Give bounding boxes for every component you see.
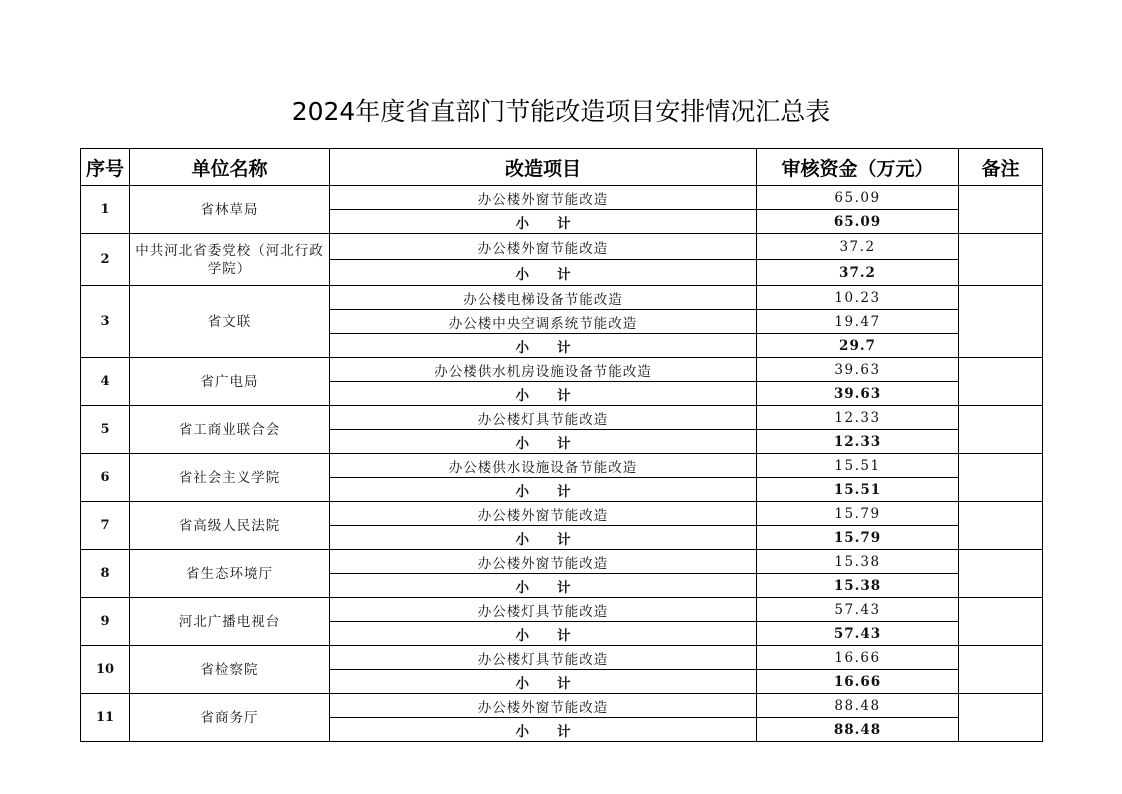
row-unit-name: 省检察院 (130, 646, 330, 694)
row-seq: 6 (81, 454, 130, 502)
subtotal-label-char: 小 (515, 675, 529, 692)
row-seq: 3 (81, 286, 130, 358)
row-note (959, 454, 1043, 502)
subtotal-label (330, 718, 757, 742)
row-amount: 57.43 (757, 598, 959, 622)
row-project: 办公楼外窗节能改造 (330, 186, 757, 210)
table-row (81, 646, 1043, 670)
row-seq: 1 (81, 186, 130, 234)
subtotal-label-char: 计 (557, 266, 571, 283)
subtotal-label-char: 小 (515, 627, 529, 644)
table-row (81, 186, 1043, 210)
row-note (959, 502, 1043, 550)
row-amount: 12.33 (757, 406, 959, 430)
row-amount: 15.38 (757, 550, 959, 574)
row-project: 办公楼灯具节能改造 (330, 406, 757, 430)
subtotal-amount: 39.63 (757, 382, 959, 406)
subtotal-label (330, 574, 757, 598)
row-project: 办公楼外窗节能改造 (330, 502, 757, 526)
table-row (81, 234, 1043, 260)
row-amount: 16.66 (757, 646, 959, 670)
row-amount: 19.47 (757, 310, 959, 334)
header-project: 改造项目 (330, 149, 757, 186)
subtotal-label (330, 260, 757, 286)
row-project: 办公楼灯具节能改造 (330, 598, 757, 622)
subtotal-amount: 15.38 (757, 574, 959, 598)
subtotal-label-char: 计 (557, 723, 571, 740)
row-unit-name: 省商务厅 (130, 694, 330, 742)
table-header-row (81, 149, 1043, 186)
subtotal-label-char: 小 (515, 215, 529, 232)
row-seq: 4 (81, 358, 130, 406)
row-amount: 37.2 (757, 234, 959, 260)
subtotal-amount: 29.7 (757, 334, 959, 358)
table-row (81, 358, 1043, 382)
row-project: 办公楼电梯设备节能改造 (330, 286, 757, 310)
subtotal-amount: 12.33 (757, 430, 959, 454)
row-seq: 9 (81, 598, 130, 646)
subtotal-label-char: 小 (515, 387, 529, 404)
subtotal-label-char: 小 (515, 483, 529, 500)
table-row (81, 550, 1043, 574)
row-amount: 15.79 (757, 502, 959, 526)
row-project: 办公楼中央空调系统节能改造 (330, 310, 757, 334)
table-row (81, 598, 1043, 622)
row-seq: 10 (81, 646, 130, 694)
row-unit-name: 中共河北省委党校（河北行政学院） (130, 234, 330, 286)
table-row (81, 694, 1043, 718)
row-unit-name: 省生态环境厅 (130, 550, 330, 598)
row-seq: 5 (81, 406, 130, 454)
row-amount: 39.63 (757, 358, 959, 382)
row-note (959, 286, 1043, 358)
row-seq: 7 (81, 502, 130, 550)
subtotal-label-char: 小 (515, 339, 529, 356)
subtotal-label-char: 小 (515, 435, 529, 452)
row-project: 办公楼供水机房设施设备节能改造 (330, 358, 757, 382)
row-note (959, 358, 1043, 406)
row-project: 办公楼外窗节能改造 (330, 234, 757, 260)
row-note (959, 694, 1043, 742)
row-unit-name: 省文联 (130, 286, 330, 358)
subtotal-label-char: 计 (557, 339, 571, 356)
subtotal-label-char: 计 (557, 627, 571, 644)
row-unit-name: 省工商业联合会 (130, 406, 330, 454)
summary-table (80, 148, 1043, 742)
row-project: 办公楼外窗节能改造 (330, 694, 757, 718)
subtotal-label-char: 小 (515, 531, 529, 548)
row-unit-name: 省高级人民法院 (130, 502, 330, 550)
row-unit-name: 河北广播电视台 (130, 598, 330, 646)
row-note (959, 406, 1043, 454)
subtotal-label (330, 430, 757, 454)
row-note (959, 234, 1043, 286)
subtotal-label-char: 小 (515, 266, 529, 283)
row-note (959, 186, 1043, 234)
header-unit: 单位名称 (130, 149, 330, 186)
table-row (81, 502, 1043, 526)
table-body (81, 186, 1043, 742)
subtotal-label (330, 478, 757, 502)
row-project: 办公楼灯具节能改造 (330, 646, 757, 670)
subtotal-label-char: 计 (557, 435, 571, 452)
subtotal-amount: 37.2 (757, 260, 959, 286)
header-amount: 审核资金（万元） (757, 149, 959, 186)
subtotal-label-char: 计 (557, 483, 571, 500)
row-seq: 8 (81, 550, 130, 598)
row-amount: 88.48 (757, 694, 959, 718)
subtotal-label-char: 小 (515, 723, 529, 740)
subtotal-amount: 57.43 (757, 622, 959, 646)
subtotal-label-char: 计 (557, 531, 571, 548)
subtotal-label (330, 210, 757, 234)
subtotal-label-char: 计 (557, 675, 571, 692)
row-amount: 15.51 (757, 454, 959, 478)
row-note (959, 646, 1043, 694)
subtotal-amount: 15.79 (757, 526, 959, 550)
table-row (81, 286, 1043, 310)
subtotal-label-char: 计 (557, 215, 571, 232)
header-seq: 序号 (81, 149, 130, 186)
table-row (81, 454, 1043, 478)
header-note: 备注 (959, 149, 1043, 186)
row-note (959, 598, 1043, 646)
subtotal-label (330, 334, 757, 358)
subtotal-amount: 88.48 (757, 718, 959, 742)
row-project: 办公楼供水设施设备节能改造 (330, 454, 757, 478)
subtotal-label (330, 526, 757, 550)
row-note (959, 550, 1043, 598)
subtotal-label-char: 计 (557, 579, 571, 596)
subtotal-amount: 15.51 (757, 478, 959, 502)
subtotal-label (330, 670, 757, 694)
subtotal-label (330, 622, 757, 646)
subtotal-label-char: 小 (515, 579, 529, 596)
subtotal-amount: 65.09 (757, 210, 959, 234)
row-amount: 10.23 (757, 286, 959, 310)
subtotal-label (330, 382, 757, 406)
row-project: 办公楼外窗节能改造 (330, 550, 757, 574)
row-unit-name: 省林草局 (130, 186, 330, 234)
subtotal-label-char: 计 (557, 387, 571, 404)
row-seq: 2 (81, 234, 130, 286)
page-title: 2024年度省直部门节能改造项目安排情况汇总表 (291, 97, 831, 126)
row-unit-name: 省社会主义学院 (130, 454, 330, 502)
subtotal-amount: 16.66 (757, 670, 959, 694)
row-unit-name: 省广电局 (130, 358, 330, 406)
row-seq: 11 (81, 694, 130, 742)
row-amount: 65.09 (757, 186, 959, 210)
table-row (81, 406, 1043, 430)
